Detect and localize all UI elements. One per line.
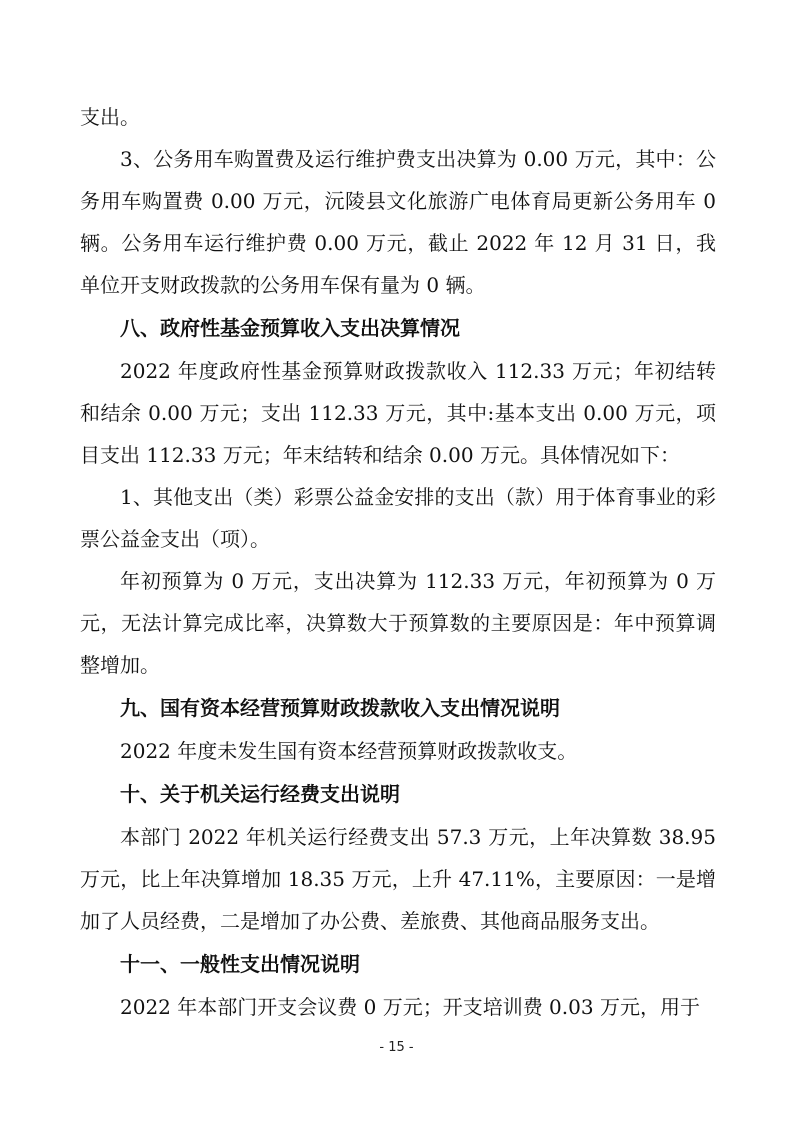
section-heading-government-funds: 八、政府性基金预算收入支出决算情况 — [120, 316, 460, 340]
page-number: - 15 - — [379, 1040, 414, 1055]
paragraph-state-capital: 2022 年度未发生国有资本经营预算财政拨款收支。 — [120, 739, 578, 763]
paragraph-vehicle-expenses: 3、公务用车购置费及运行维护费支出决算为 0.00 万元，其中：公务用车购置费 0.00 万元，沅陵县文化旅游广电体育局更新公务用车 0 辆。公务用车运行维护费 0.00 万元，截止 2022 年 12 月 31 日，我单位开支财政拨款的公务用车保有量为 0 辆。 — [80, 147, 716, 297]
paragraph-government-funds-summary: 2022 年度政府性基金预算财政拨款收入 112.33 万元；年初结转和结余 0.00 万元；支出 112.33 万元，其中:基本支出 0.00 万元，项目支出 112.33 万元；年末结转和结余 0.00 万元。具体情况如下： — [80, 359, 716, 467]
section-heading-operating-expenses: 十、关于机关运行经费支出说明 — [120, 782, 400, 806]
section-heading-state-capital: 九、国有资本经营预算财政拨款收入支出情况说明 — [120, 696, 560, 720]
paragraph-general-expenses: 2022 年本部门开支会议费 0 万元；开支培训费 0.03 万元，用于 — [120, 995, 700, 1019]
paragraph-expense-continued: 支出。 — [80, 105, 140, 129]
paragraph-budget-comparison: 年初预算为 0 万元，支出决算为 112.33 万元，年初预算为 0 万元，无法计算完成比率，决算数大于预算数的主要原因是：年中预算调整增加。 — [80, 569, 716, 677]
section-heading-general-expenses: 十一、一般性支出情况说明 — [120, 952, 360, 976]
paragraph-lottery-fund-item: 1、其他支出（类）彩票公益金安排的支出（款）用于体育事业的彩票公益金支出（项）。 — [80, 485, 716, 551]
paragraph-operating-expenses: 本部门 2022 年机关运行经费支出 57.3 万元，上年决算数 38.95 万元，比上年决算增加 18.35 万元，上升 47.11%，主要原因：一是增加了人员经费，二是增加了办公费、差旅费、其他商品服务支出。 — [80, 825, 716, 933]
document-body — [80, 96, 716, 1028]
